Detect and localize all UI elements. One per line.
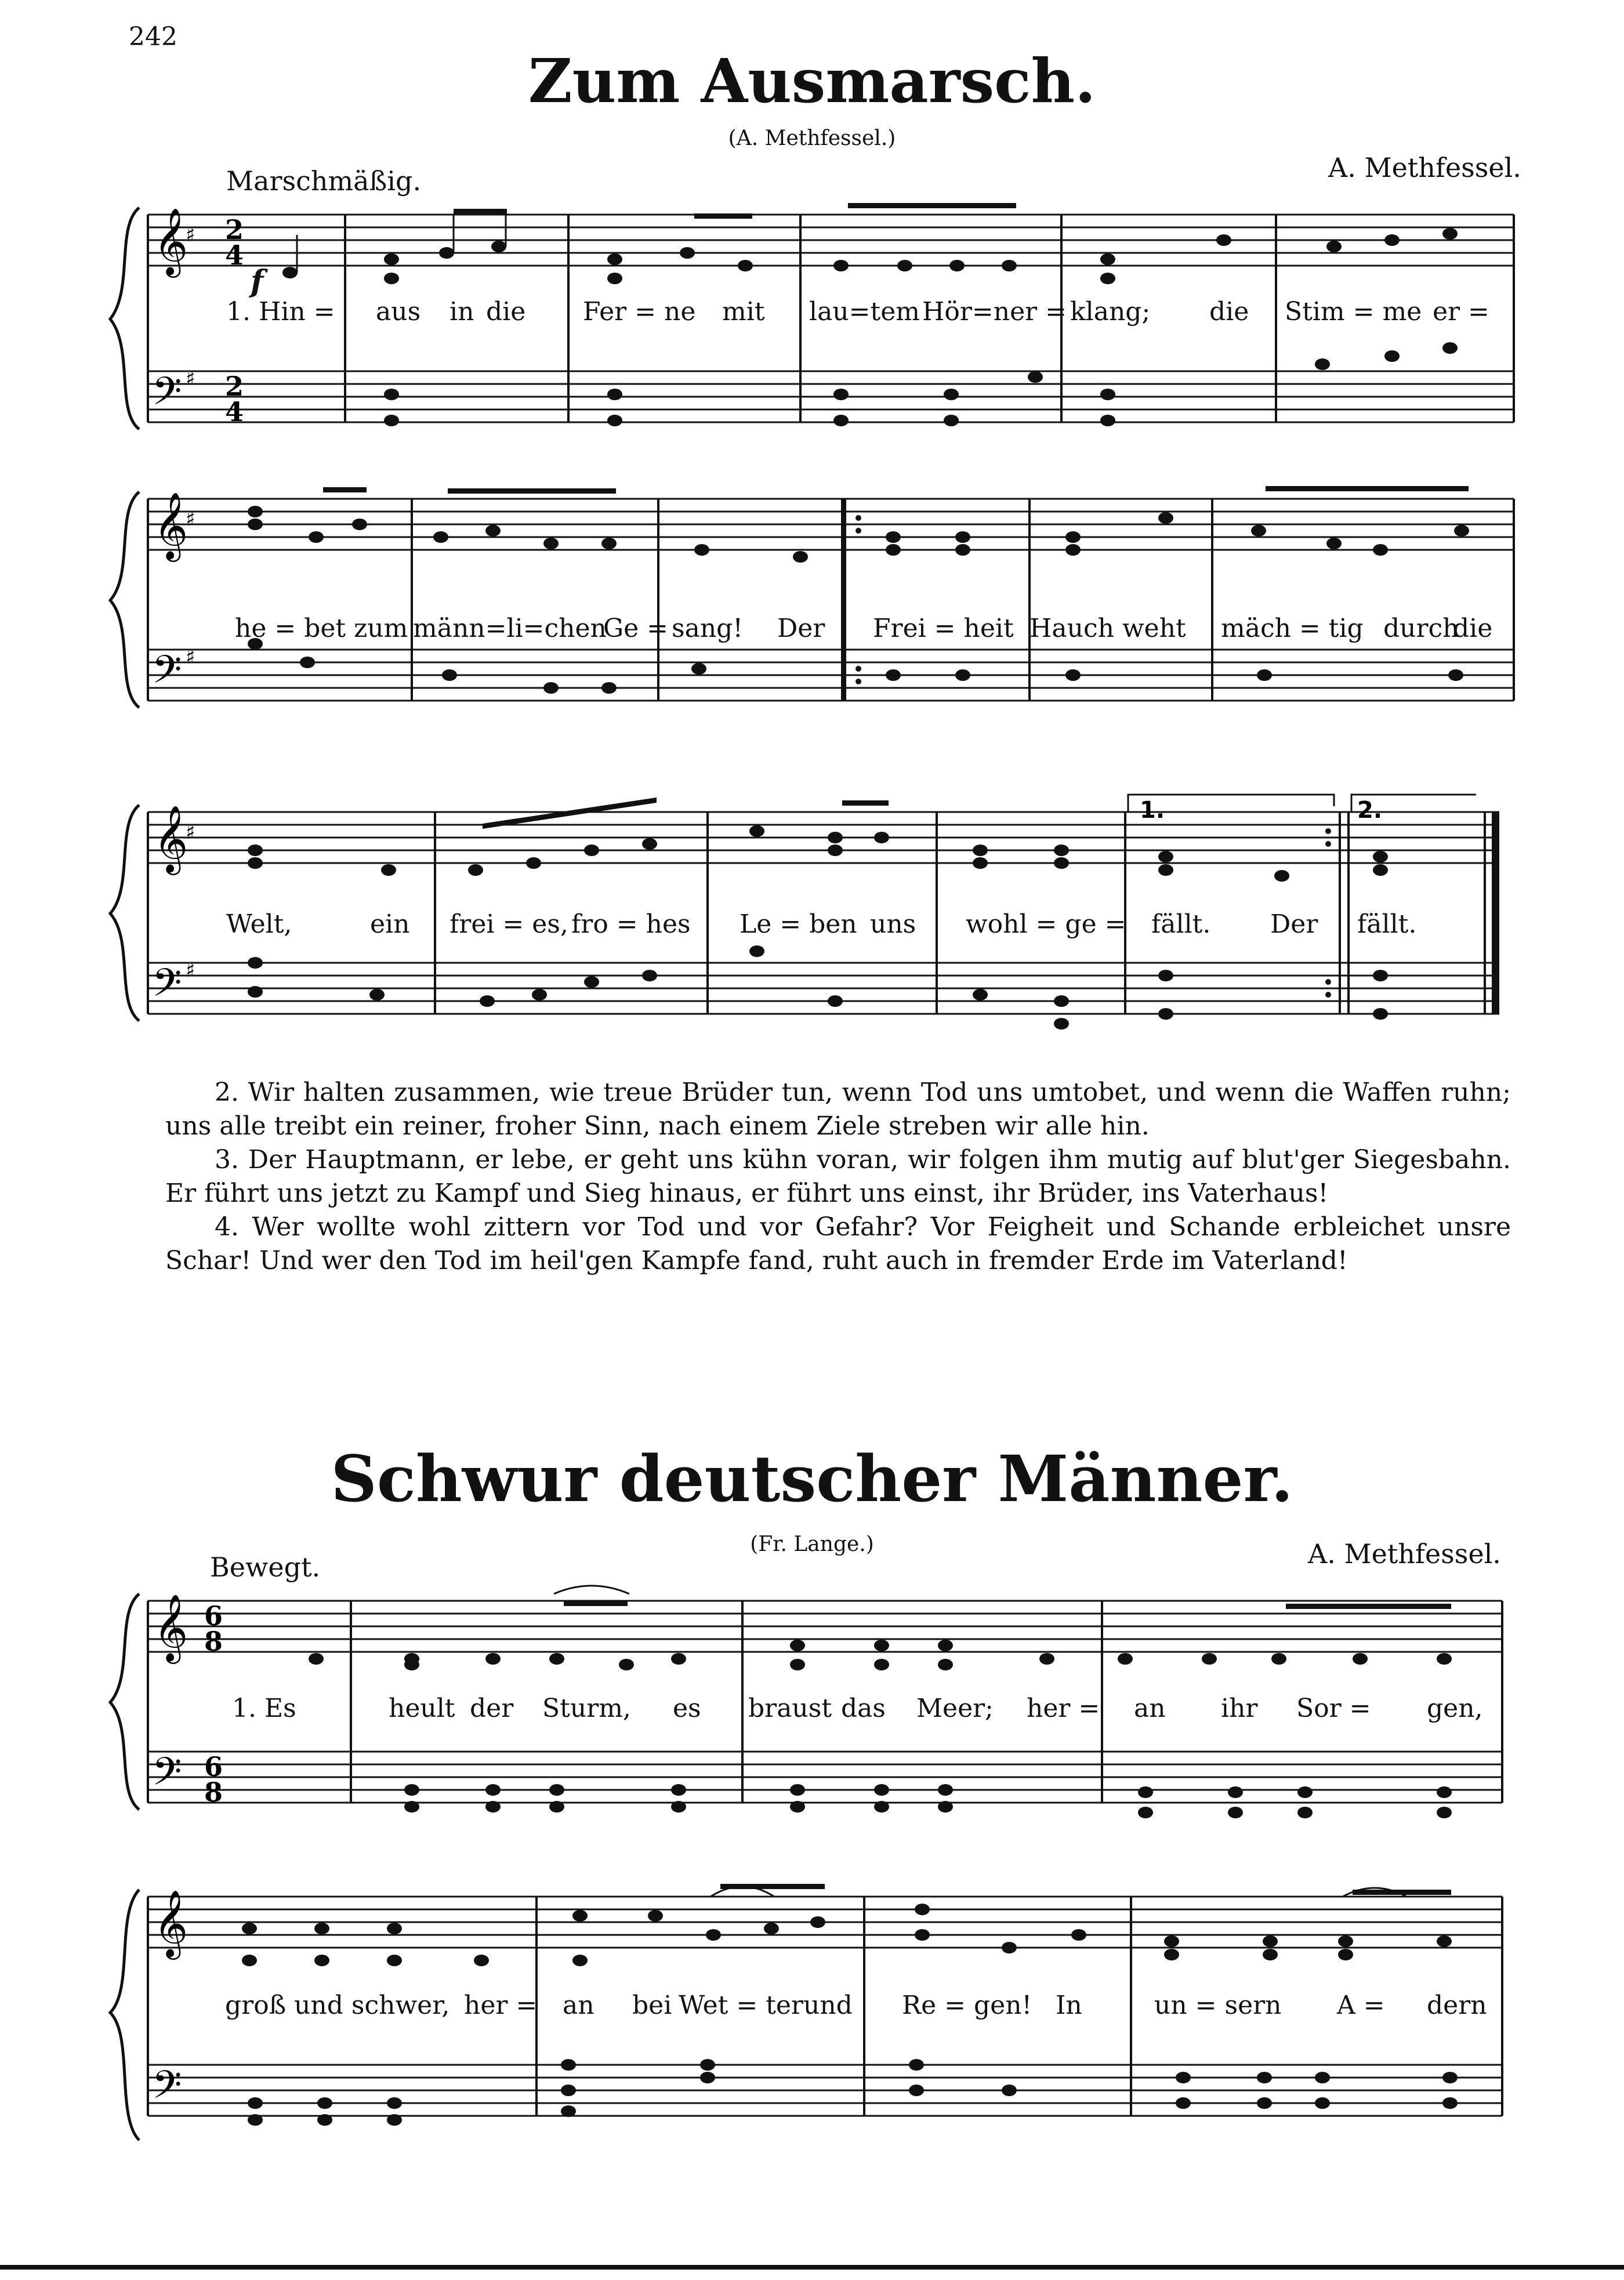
svg-text:♯: ♯ <box>186 959 195 982</box>
song1-title: Zum Ausmarsch. <box>528 45 1096 117</box>
svg-text:𝄢: 𝄢 <box>152 960 182 1014</box>
song2-lyrics-line1: 1. Es heult der Sturm, es braust das Meer; her = an ihr Sor = gen, <box>232 1694 1483 1723</box>
svg-text:4: 4 <box>225 396 244 427</box>
time-sig-top: 2 <box>225 214 244 245</box>
svg-text:𝄢: 𝄢 <box>152 2062 182 2116</box>
song1-composer: A. Methfessel. <box>1328 152 1521 183</box>
song1-poet: (A. Methfessel.) <box>728 126 896 150</box>
song2-lyrics-line2: groß und schwer, her = an bei Wet = ter und Re = gen! In un = sern A = dern <box>225 1991 1487 2020</box>
svg-text:𝄢: 𝄢 <box>152 647 182 701</box>
song2-title: Schwur deutscher Männer. <box>331 1441 1293 1516</box>
song1-lyrics-line3: Welt, ein frei = es, fro = hes Le = ben uns wohl = ge = fällt. Der fällt. <box>226 909 1417 939</box>
svg-text:♯: ♯ <box>186 646 195 669</box>
svg-text:♯: ♯ <box>186 223 195 247</box>
song2-poet: (Fr. Lange.) <box>750 1532 874 1556</box>
svg-text:𝄞: 𝄞 <box>154 491 188 559</box>
song1-verses <box>165 1076 1511 1278</box>
verse-3: 3. Der Hauptmann, er lebe, er geht uns kühn voran, wir folgen ihm mutig auf blut'ger Siegesbahn. Er führt uns jetzt zu Kampf und Sieg hinaus, er führt uns einst, ihr Brüder, ins Vaterhaus! <box>165 1145 1511 1208</box>
svg-text:𝄞: 𝄞 <box>154 804 188 872</box>
svg-text:𝄞: 𝄞 <box>154 207 188 275</box>
song1-lyrics-line1: 1. Hin = aus in die Fer = ne mit lau=tem Hör=ner = klang; die Stim = me er = <box>226 297 1489 327</box>
svg-text:2: 2 <box>225 371 244 402</box>
page-number: 242 <box>129 22 177 52</box>
song1-system2 <box>0 476 1624 725</box>
time-sig-bottom: 8 <box>204 1626 223 1657</box>
time-sig-bottom: 4 <box>225 240 244 271</box>
svg-text:𝄞: 𝄞 <box>154 1593 188 1661</box>
svg-text:8: 8 <box>204 1777 223 1808</box>
svg-text:𝄢: 𝄢 <box>152 1749 182 1803</box>
svg-text:6: 6 <box>204 1751 223 1782</box>
dynamic-forte: f <box>251 264 264 299</box>
song2-tempo: Bewegt. <box>210 1552 321 1583</box>
svg-text:𝄢: 𝄢 <box>152 369 182 423</box>
song2-composer: A. Methfessel. <box>1308 1538 1501 1569</box>
verse-4: 4. Wer wollte wohl zittern vor Tod und vor Gefahr? Vor Feigheit und Schande erbleichet unsre Schar! Und wer den Tod im heil'gen Kampfe fand, ruht auch in fremder Erde im Vaterland! <box>165 1212 1511 1275</box>
svg-text:♯: ♯ <box>186 508 195 531</box>
song1-tempo: Marschmäßig. <box>226 165 422 197</box>
volta-1: 1. <box>1140 797 1165 824</box>
page-bottom-rule <box>0 2265 1624 2270</box>
svg-text:♯: ♯ <box>186 367 195 390</box>
song1-lyrics-line2: he = bet zum männ=li=chen Ge = sang! Der Frei = heit Hauch weht mäch = tig durch die <box>235 614 1493 643</box>
verse-2: 2. Wir halten zusammen, wie treue Brüder tun, wenn Tod uns umtobet, und wenn die Waffen ruhn; uns alle treibt ein reiner, froher Sinn, nach einem Ziele streben wir alle hin. <box>165 1078 1511 1141</box>
svg-text:♯: ♯ <box>186 821 195 844</box>
volta-2: 2. <box>1357 797 1383 824</box>
svg-text:𝄞: 𝄞 <box>154 1889 188 1957</box>
time-sig-top: 6 <box>204 1600 223 1632</box>
